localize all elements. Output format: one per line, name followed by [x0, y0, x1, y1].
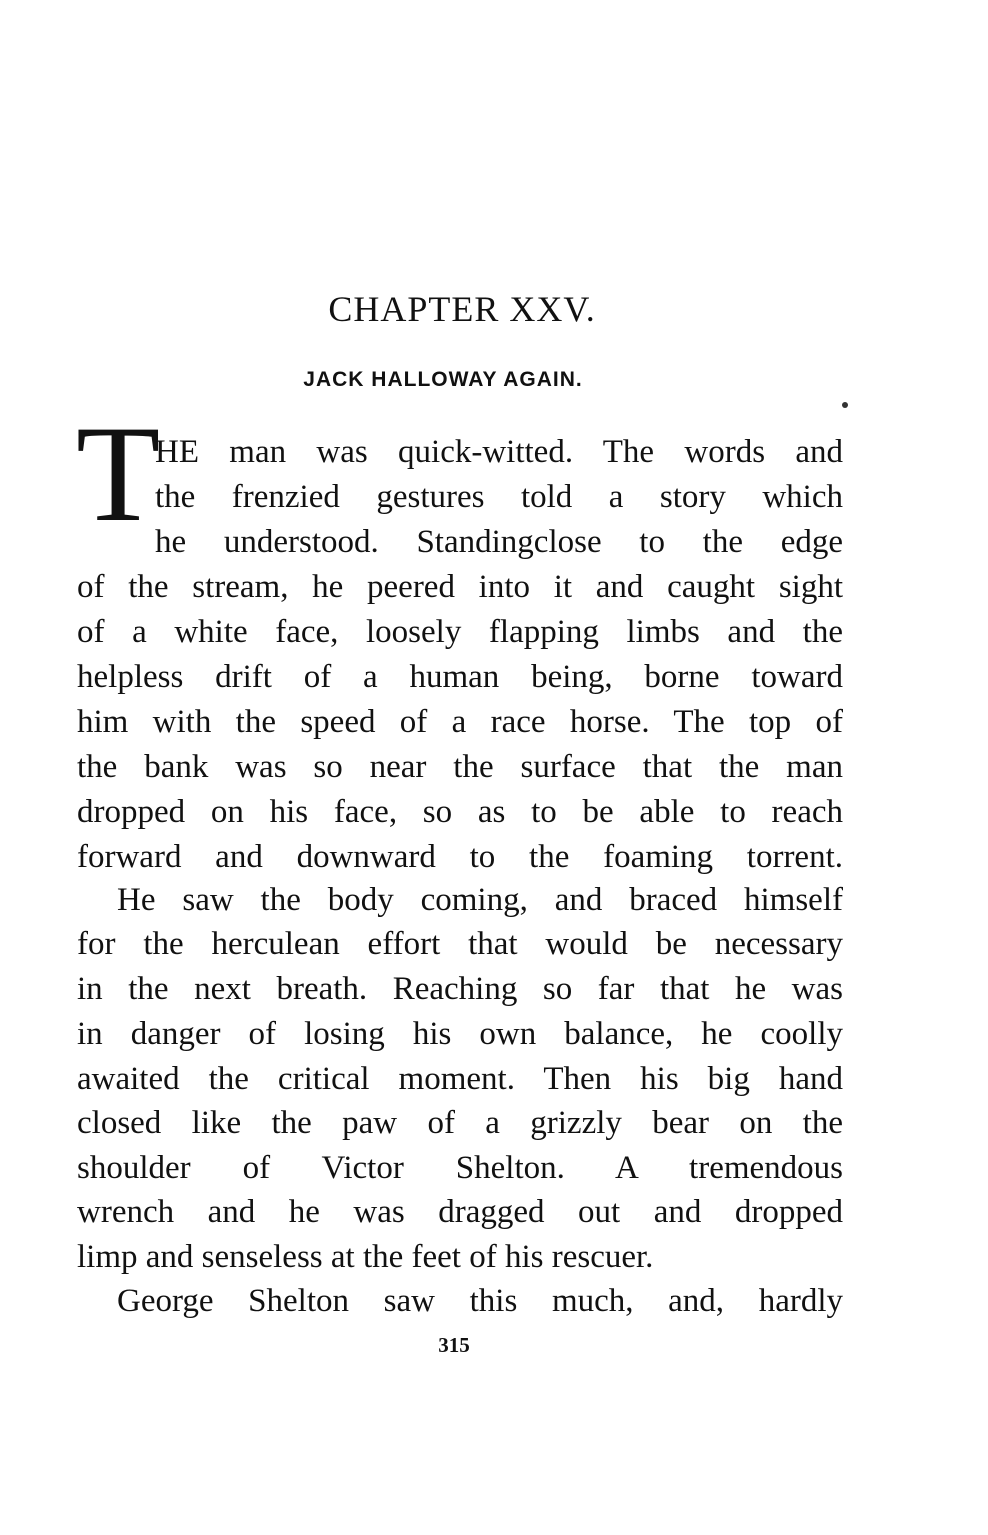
chapter-heading: CHAPTER XXV.	[328, 289, 596, 329]
text-line: awaited the critical moment. Then his big hand	[77, 1061, 843, 1097]
text-line: in danger of losing his own balance, he coolly	[77, 1016, 843, 1052]
text-line: in the next breath. Reaching so far that he was	[77, 971, 843, 1007]
text-line: of the stream, he peered into it and caught sight	[77, 569, 843, 605]
page-number: 315	[438, 1333, 470, 1357]
text-line: shoulder of Victor Shelton. A tremendous	[77, 1150, 843, 1186]
print-speck	[842, 402, 848, 408]
chapter-title: JACK HALLOWAY AGAIN.	[303, 368, 583, 391]
text-line: limp and senseless at the feet of his rescuer.	[77, 1239, 654, 1275]
text-line: the bank was so near the surface that the man	[77, 749, 843, 785]
text-line: of a white face, loosely flapping limbs and the	[77, 614, 843, 650]
text-line: for the herculean effort that would be necessary	[77, 926, 843, 962]
text-line: helpless drift of a human being, borne toward	[77, 659, 843, 695]
text-line: he understood. Standingclose to the edge	[155, 524, 843, 560]
drop-cap: T	[76, 397, 161, 550]
text-line: He saw the body coming, and braced himself	[117, 882, 843, 918]
text-line: wrench and he was dragged out and dropped	[77, 1194, 843, 1230]
text-line: closed like the paw of a grizzly bear on the	[77, 1105, 843, 1141]
text-line: forward and downward to the foaming torrent.	[77, 839, 843, 875]
text-line: dropped on his face, so as to be able to reach	[77, 794, 843, 830]
text-line: George Shelton saw this much, and, hardly	[117, 1283, 843, 1319]
text-line: HE man was quick-witted. The words and	[155, 434, 843, 470]
text-line: him with the speed of a race horse. The top of	[77, 704, 843, 740]
text-line: the frenzied gestures told a story which	[155, 479, 843, 515]
